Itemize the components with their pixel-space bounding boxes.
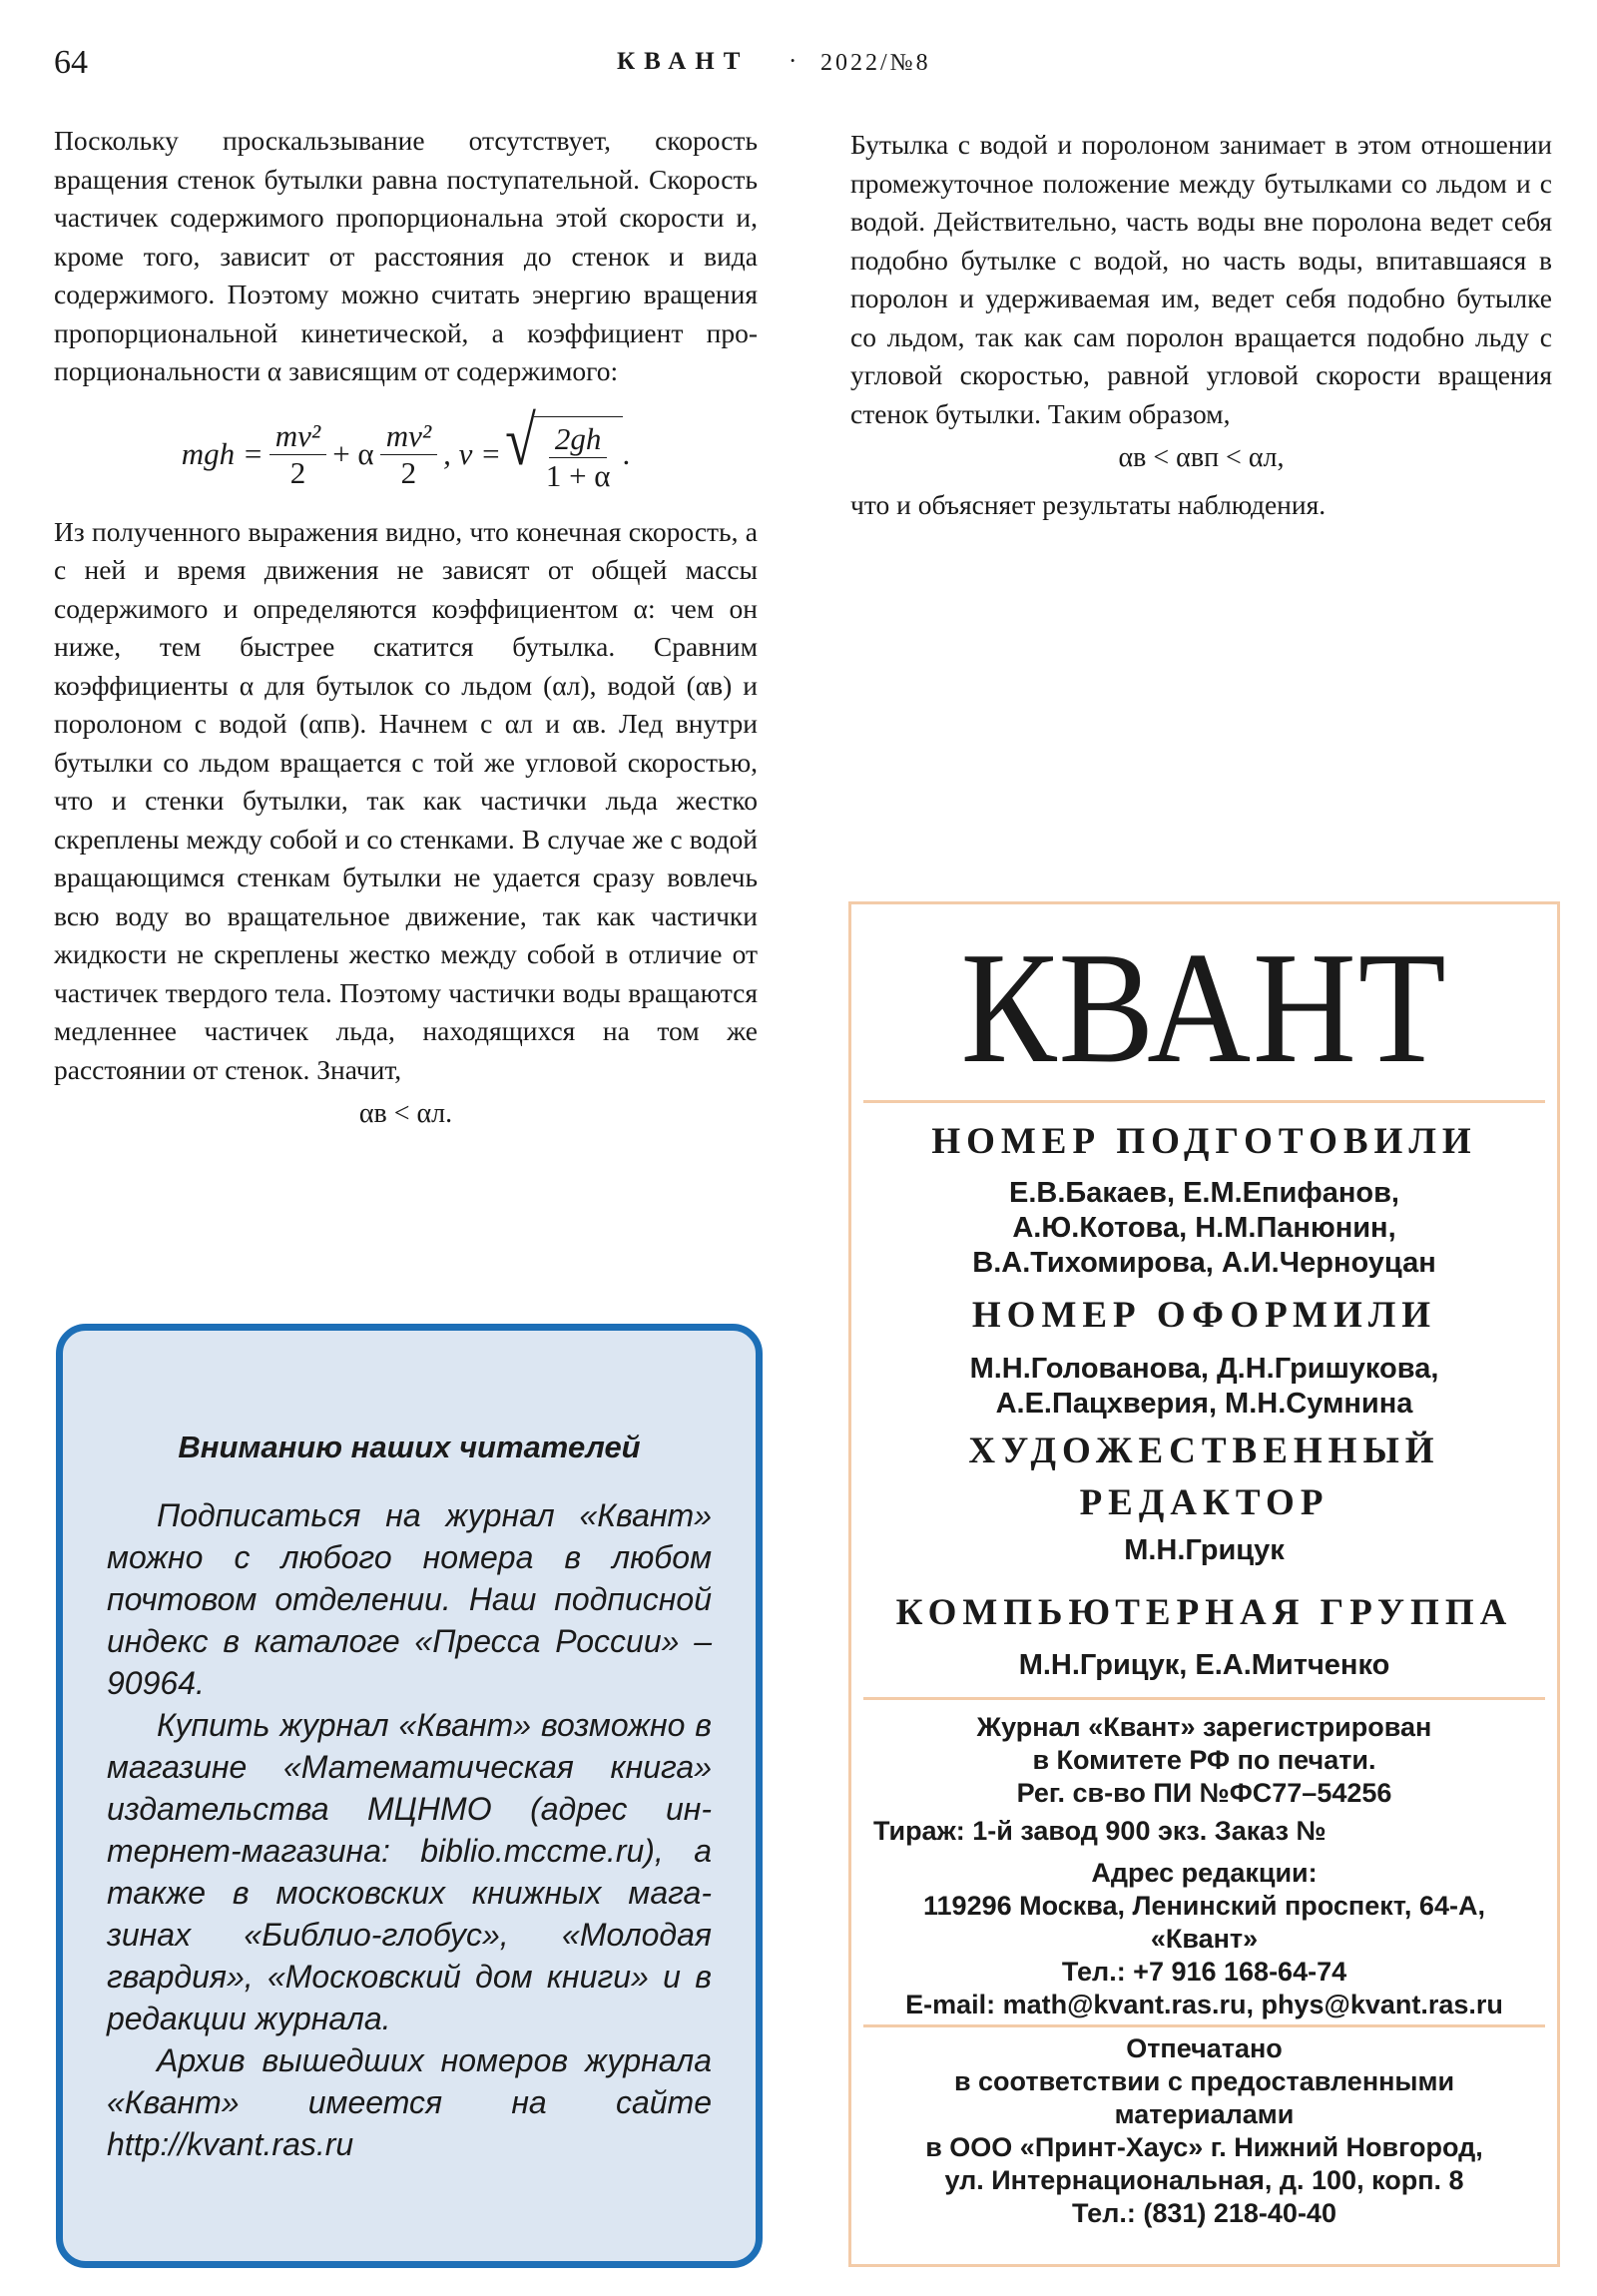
article-paragraph: Поскольку проскальзывание отсутствует, скорость вращения стенок бутылки равна поступательной. Скорость частичек содержимого пропорциональна этой скорости и, кроме того, зависит от расстояния до стенок и вида содержимого. Поэтому можно считать энергию вращения пропорциональной кинетической, а коэффициент пропорциональности α зависящим от содержимого: (54, 125, 758, 386)
art-editor-heading-2: РЕДАКТОР (1079, 1482, 1330, 1523)
article-paragraph: Из полученного выражения видно, что конечная скорость, а с ней и время движения не зависят от общей массы содержимого и определяются коэффициентом α: чем он ниже, тем быстрее скатится бутылка. Сравним коэффициенты α для бутылок со льдом (αл), водой (αв) и поролоном с водой (αпв). Начнем с αл и αв. Лед внутри бутылки со льдом вращается с той же угловой скоростью, что и стенки бутылки, так как частички льда жестко скреплены между собой и со стенками. В случае же с водой вращающимся стенкам бутылки не удается сразу вовлечь всю воду во вращательное движение, так как частички жидкости не скреплены жестко между собой в отличие от частичек твердого тела. Поэтому частички воды вращаются медленнее частичек льда, находящихся на том же расстоянии от стенок. Значит, (54, 515, 758, 1085)
prepared-names (851, 1176, 1557, 1281)
circulation-info: Тираж: 1-й завод 900 экз. Заказ № (873, 1816, 1327, 1846)
article-paragraph: что и объясняет результаты наблюдения. (850, 488, 1327, 520)
formula-plus-alpha: + α (332, 436, 374, 472)
notice-paragraph: Купить журнал «Квант» возможно в магазине «Математическая книга» издательства МЦНМО (адрес интернет-магазина: biblio.mccme.ru), а также в московских книжных магазинах «Библио-глобус», «Молодая гвардия», «Московский дом книги» и в редакции журнала. (107, 1707, 712, 2036)
computer-group-names: М.Н.Грицук, Е.А.Митченко (1018, 1649, 1390, 1681)
inequality: αв < αвп < αл, (1118, 442, 1285, 473)
formula-velocity: , v = (443, 436, 502, 472)
staff-names: М.Н.Голованова, Д.Н.Гришукова, (969, 1353, 1439, 1385)
printing-line: материалами (1114, 2099, 1295, 2129)
header-separator: · (789, 48, 798, 75)
printing-line: ул. Интернациональная, д. 100, корп. 8 (944, 2165, 1464, 2195)
page-number: 64 (54, 44, 88, 81)
article-paragraph: Бутылка с водой и поролоном занимает в этом отношении промежуточное положение между бутылками со льдом и с водой. Действительно, часть воды вне поролона ведет себя подобно бутылке с водой, но часть воды, впитавшаяся в поролон и удерживаемая им, ведет себя подобно бутылке со льдом, так как сам поролон вращается подобно льду с угловой скоростью, равной угловой скорости вращения стенок бутылки. Таким образом, (850, 129, 1552, 429)
square-root (505, 402, 622, 493)
printing-info (851, 2032, 1557, 2230)
art-editor-name: М.Н.Грицук (1124, 1534, 1285, 1566)
formula-fraction (269, 418, 326, 490)
phone-line: Тел.: +7 916 168-64-74 (1061, 1957, 1347, 1987)
printing-line: в соответствии с предоставленными (953, 2066, 1455, 2096)
formula-fraction (380, 418, 437, 490)
address-line: 119296 Москва, Ленинский проспект, 64-А, (923, 1891, 1485, 1921)
formula-period: . (622, 436, 631, 472)
staff-names: А.Е.Пацхверия, М.Н.Сумнина (995, 1388, 1413, 1420)
sqrt-sign-icon: √ (505, 402, 536, 480)
notice-title: Вниманию наших читателей (178, 1430, 641, 1464)
registration-line: в Комитете РФ по печати. (1032, 1745, 1376, 1775)
prepared-heading: НОМЕР ПОДГОТОВИЛИ (931, 1121, 1477, 1162)
fraction-denominator: 2 (400, 455, 417, 490)
registration-line: Журнал «Квант» зарегистрирован (976, 1712, 1432, 1742)
email-line: E-mail: math@kvant.ras.ru, phys@kvant.ras.ru (905, 1990, 1503, 2019)
formula-lhs: mgh = (181, 436, 264, 472)
header-journal-name: КВАНТ (617, 48, 750, 75)
designed-names (851, 1352, 1557, 1422)
notice-body (107, 1494, 712, 2165)
designed-heading: НОМЕР ОФОРМИЛИ (971, 1295, 1437, 1336)
address-line: «Квант» (1150, 1924, 1259, 1954)
printing-line: Отпечатано (1126, 2033, 1283, 2063)
left-article-column (54, 122, 758, 1142)
staff-names: А.Ю.Котова, Н.М.Панюнин, (1012, 1212, 1396, 1244)
kvant-logo: КВАНТ (960, 918, 1448, 1096)
staff-names: Е.В.Бакаев, Е.М.Епифанов, (1008, 1177, 1399, 1209)
printing-line: Тел.: (831) 218-40-40 (1072, 2198, 1336, 2228)
registration-line: Рег. св-во ПИ №ФС77–54256 (1016, 1778, 1392, 1808)
right-article-column (850, 126, 1552, 524)
staff-names: В.А.Тихомирова, А.И.Черноуцан (972, 1247, 1436, 1279)
fraction-numerator: 2gh (549, 421, 608, 458)
registration-info (851, 1711, 1557, 1810)
divider (863, 1100, 1545, 1103)
masthead-panel (848, 901, 1560, 2267)
fraction-numerator: mv² (269, 418, 326, 455)
energy-formula (54, 401, 758, 509)
fraction-denominator: 2 (289, 455, 306, 490)
formula-fraction (540, 421, 617, 493)
computer-group-heading: КОМПЬЮТЕРНАЯ ГРУППА (895, 1592, 1513, 1633)
notice-paragraph: Подписаться на журнал «Квант» можно с любого номера в любом почтовом отделении. Наш подписной индекс в каталоге «Пресса России» – 90964. (107, 1497, 712, 1701)
art-editor-heading: ХУДОЖЕСТВЕННЫЙ (968, 1431, 1440, 1471)
readers-notice-box (56, 1324, 763, 2268)
printing-line: в ООО «Принт-Хаус» г. Нижний Новгород, (925, 2132, 1483, 2162)
page-header (54, 44, 992, 94)
divider (863, 2024, 1545, 2027)
fraction-numerator: mv² (380, 418, 437, 455)
notice-paragraph: Архив вышедших номеров журнала «Квант» имеется на сайте http://kvant.ras.ru (107, 2042, 712, 2162)
inequality: αв < αл. (358, 1098, 453, 1129)
address-heading: Адрес редакции: (1091, 1858, 1318, 1888)
fraction-denominator: 1 + α (545, 457, 611, 493)
address-info (851, 1857, 1557, 2021)
header-issue: 2022/№8 (820, 50, 931, 76)
divider (863, 1697, 1545, 1700)
